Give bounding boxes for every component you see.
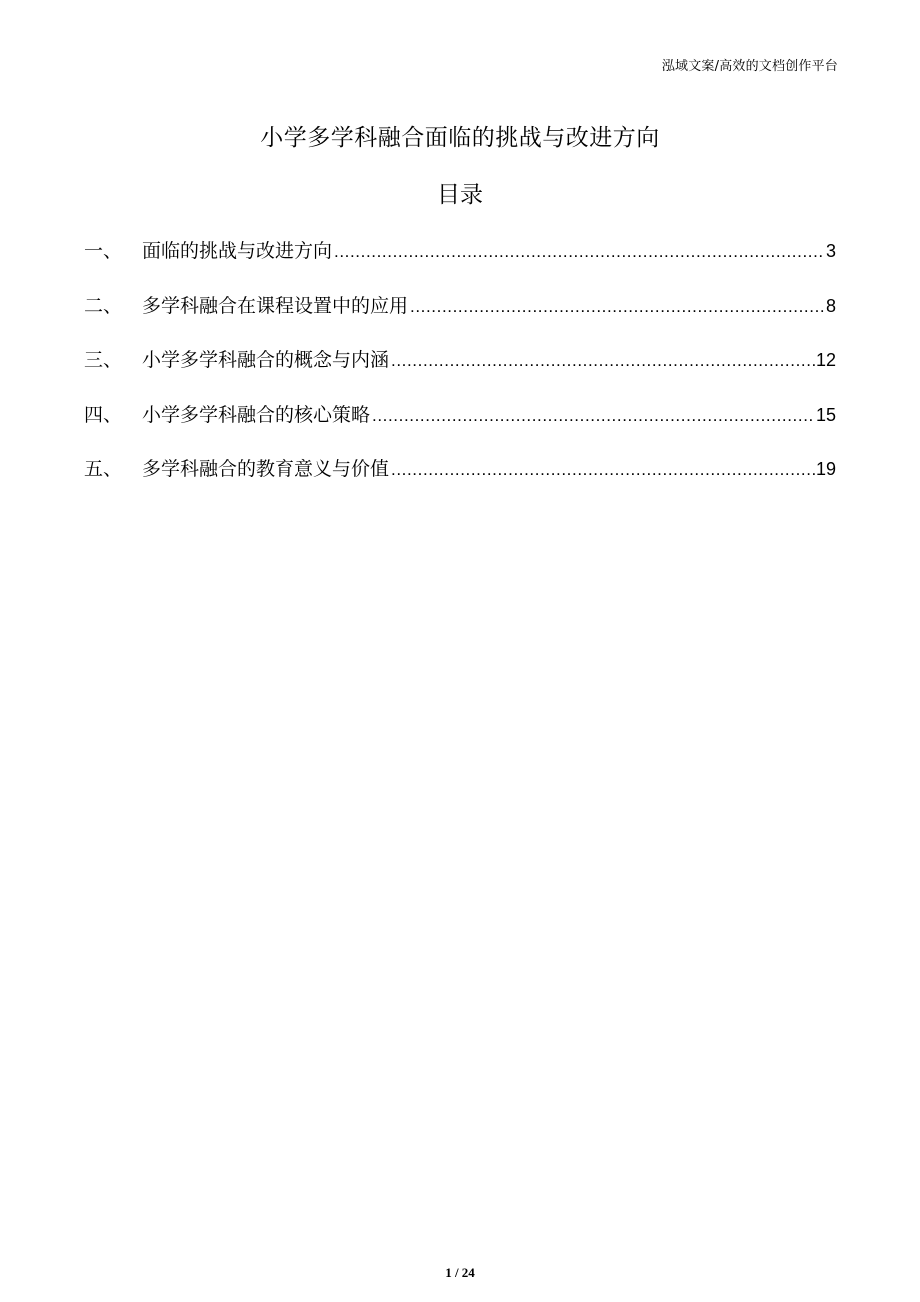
toc-heading: 目录 xyxy=(437,182,483,208)
toc-dot-leader xyxy=(370,399,815,433)
toc-entry-title[interactable]: 多学科融合在课程设置中的应用 xyxy=(142,294,409,317)
document-title: 小学多学科融合面临的挑战与改进方向 xyxy=(260,125,660,151)
toc-entry-page[interactable]: 19 xyxy=(815,459,836,479)
toc-entry-title[interactable]: 面临的挑战与改进方向 xyxy=(142,240,333,262)
toc-entry-number: 二、 xyxy=(84,294,123,317)
toc-entry-page[interactable]: 3 xyxy=(825,241,836,261)
toc-entry-title[interactable]: 小学多学科融合的概念与内涵 xyxy=(142,349,390,371)
toc-entry-page[interactable]: 8 xyxy=(825,295,836,316)
table-of-contents xyxy=(84,234,836,507)
page-header: 泓域文案/高效的文档创作平台 xyxy=(661,59,838,74)
toc-entry-title[interactable]: 小学多学科融合的核心策略 xyxy=(142,403,371,426)
toc-entry-number: 三、 xyxy=(84,349,123,371)
toc-dot-leader xyxy=(389,344,815,378)
toc-entry-number: 一、 xyxy=(84,240,123,262)
toc-entry-1[interactable] xyxy=(84,234,836,289)
toc-entry-page[interactable]: 12 xyxy=(815,350,836,370)
toc-entry-4[interactable] xyxy=(84,398,836,453)
toc-dot-leader xyxy=(408,290,825,324)
toc-entry-page[interactable]: 15 xyxy=(815,404,836,425)
toc-entry-2[interactable] xyxy=(84,289,836,344)
toc-dot-leader xyxy=(389,453,815,487)
toc-entry-number: 四、 xyxy=(84,403,123,426)
toc-entry-3[interactable] xyxy=(84,343,836,398)
toc-dot-leader xyxy=(332,235,825,269)
page-number-footer: 1 / 24 xyxy=(445,1265,475,1280)
toc-entry-number: 五、 xyxy=(84,458,123,480)
toc-entry-5[interactable] xyxy=(84,452,836,507)
toc-entry-title[interactable]: 多学科融合的教育意义与价值 xyxy=(142,458,390,480)
